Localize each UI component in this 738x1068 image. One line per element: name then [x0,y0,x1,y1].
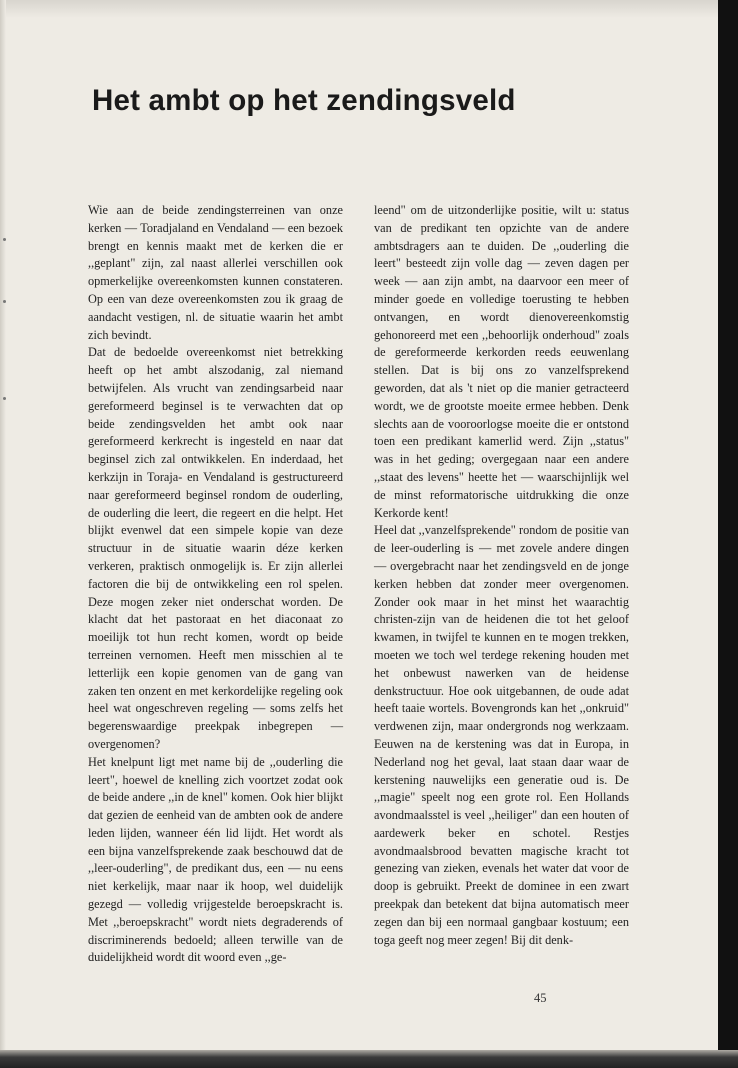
right-column [374,202,629,949]
article-title: Het ambt op het zendingsveld [92,84,516,117]
paragraph: Dat de bedoelde overeenkomst niet betrekking heeft op het ambt alszodanig, zal niemand betwijfelen. Als vrucht van zendingsarbeid naar gereformeerd beginsel is te verwachten dat op beide zendingsvelden het ambt ook naar gereformeerd kerkrecht is ingesteld en naar dat beginsel zich zal ontwikkelen. En inderdaad, het kerkzijn in Toraja- en Vendaland is gestructureerd naar gereformeerd beginsel rondom de ouderling, de ouderling die leert, die regeert en die helpt. Het blijkt evenwel dat een simpele kopie van deze structuur in de situatie waarin déze kerken verkeren, praktisch onmogelijk is. Er zijn allerlei factoren die bij de ontwikkeling een rol spelen. Deze mogen zeker niet onderschat worden. De klacht dat het pastoraat en het diaconaat zo moeilijk tot hun recht komen, wordt op beide terreinen vernomen. Heeft men misschien al te letterlijk een kopie genomen van de gang van zaken ten onzent en met kerkordelijke regeling ook heel wat ongeschreven regeling — soms zelfs het begerenswaardige preekpak inbegrepen — overgenomen? [88,345,343,751]
paragraph: leend" om de uitzonderlijke positie, wilt u: status van de predikant ten opzichte van de andere ambtsdragers aan te duiden. De ,,ouderling die leert" besteedt zijn volle dag — zeven dagen per week — aan zijn ambt, na daarvoor een meer of minder goede en volledige toerusting te hebben ontvangen, en wordt dienovereenkomstig gehonoreerd met een ,,behoorlijk onderhoud" zoals de gereformeerde kerkorden reeds eeuwenlang stellen. Dat is bij ons zo vanzelfsprekend geworden, dat als 't niet op die manier getracteerd wordt, we de grootste moeite ermee hebben. Denk slechts aan de vooroorlogse moeite die er ontstond toen een predikant kamerlid werd. Zijn ,,status" was in het geding; overgegaan naar een andere ,,staat des levens" heette het — waarschijnlijk wel de minst reformatorische uitdrukking die onze Kerkorde kent! [374,203,629,520]
punch-hole [3,397,6,400]
punch-hole [3,238,6,241]
left-column [88,202,343,967]
scan-border-right [718,0,738,1068]
scan-border-bottom [0,1050,738,1068]
paragraph: Wie aan de beide zendingsterreinen van onze kerken — Toradjaland en Vendaland — een bezoek brengt en kennis maakt met de kerken die er ,,geplant" zijn, zal naast allerlei verschillen ook opmerkelijke overeenkomsten kunnen constateren. Op een van deze overeenkomsten zou ik graag de aandacht vestigen, nl. de situatie waarin het ambt zich bevindt. [88,203,343,342]
page-number: 45 [534,991,547,1005]
paragraph: Het knelpunt ligt met name bij de ,,ouderling die leert", hoewel de knelling zich voortzet zodat ook de beide andere ,,in de knel" komen. Ook hier blijkt dat gezien de eenheid van de ambten ook de andere leden lijden, wanneer één lid lijdt. Het wordt als een bijna vanzelfsprekende zaak beschouwd dat de ,,leer-ouderling", de predikant dus, een — nu eens niet kerkelijk, maar naar ik hoop, wel duidelijk gezegd — volledig vrijgestelde beroepskracht is. Met ,,beroepskracht" wordt niets degraderends of discriminerends bedoeld; alleen terwille van de duidelijkheid wordt dit woord even ,,ge- [88,754,343,965]
paragraph: Heel dat ,,vanzelfsprekende" rondom de positie van de leer-ouderling is — met zovele andere dingen — overgebracht naar het zendingsveld en de jonge kerken hebben dat zonder meer overgenomen. Zonder ook maar in het minst het waarachtig christen-zijn van de heidenen die tot het geloof kwamen, in twijfel te kunnen en te mogen trekken, moeten we toch wel terdege rekening houden met het onbewust nawerken van de heidense denkstructuur. Hoe ook uitgebannen, de oude adat heeft taaie wortels. Bovengronds kan het ,,onkruid" verdwenen zijn, maar ondergronds nog werkzaam. Eeuwen na de kerstening was dat in Europa, in Nederland nog het geval, laat staan daar waar de kerstening nauwelijks een generatie oud is. De ,,magie" speelt nog een grote rol. Een Hollands avondmaalsstel is veel ,,heiliger" dan een houten of aardewerk beker en schotel. Restjes avondmaalsbrood bevatten magische kracht tot genezing van zieken, evenals het water dat voor de doop is gebruikt. Preekt de dominee in een zwart preekpak dan betekent dat bijna automatisch meer zegen dan bij een normaal gangbaar kostuum; een toga geeft nog meer zegen! Bij dit denk- [374,523,629,947]
page-top-shadow [0,0,718,18]
binding-edge [0,0,6,1050]
punch-hole [3,300,6,303]
